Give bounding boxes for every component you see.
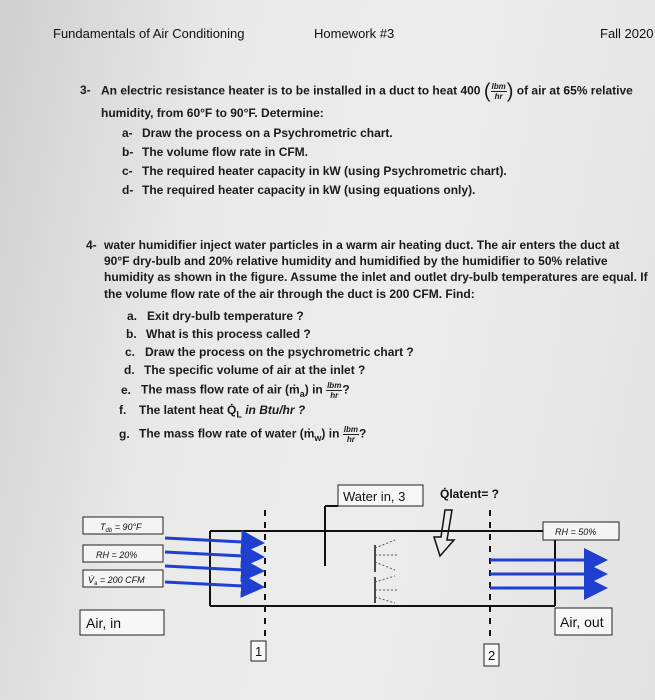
station-2-label: 2 (488, 648, 496, 663)
rh-out-label: RH = 50% (555, 527, 597, 537)
q4-item-e-text: The mass flow rate of air (ṁ (141, 382, 300, 397)
q4-g-unit-num: lbm (343, 425, 358, 434)
air-out-label: Air, out (560, 614, 604, 630)
station-1-label: 1 (255, 644, 263, 659)
water-in-label: Water in, 3 (343, 489, 406, 504)
q4-item-f-letter: f. (119, 403, 127, 417)
q4-item-g-after: ) in (321, 426, 340, 441)
q4-line-4: the volume flow rate of the air through the duct is 200 CFM. Find: (104, 287, 475, 301)
latent-heat-arrow-icon (434, 510, 454, 556)
q4-item-a-text: Exit dry-bulb temperature ? (147, 309, 304, 323)
spray-nozzles-icon (375, 540, 398, 603)
q4-item-f-text: The latent heat Q̇ (139, 403, 237, 417)
q4-item-d-letter: d. (124, 363, 135, 377)
q3-item-a-letter: a- (122, 126, 133, 140)
q4-item-g-q: ? (358, 426, 367, 441)
q4-e-unit-den: hr (330, 391, 339, 400)
rh-in-label: RH = 20% (96, 550, 138, 560)
q3-item-d-text: The required heater capacity in kW (using equations only). (142, 183, 476, 197)
q3-unit-den: hr (494, 92, 503, 101)
q4-item-g-text: The mass flow rate of water (ṁ (139, 426, 315, 441)
q3-item-c-text: The required heater capacity in kW (using Psychrometric chart). (142, 164, 507, 178)
q4-item-b-text: What is this process called ? (146, 327, 311, 341)
q4-item-e-q: ? (342, 382, 350, 397)
q4-line-1: water humidifier inject water particles in a warm air heating duct. The air enters the duct at (104, 238, 620, 252)
q4-item-g-letter: g. (119, 426, 130, 441)
q4-number: 4- (86, 238, 97, 252)
q3-line2: humidity, from 60°F to 90°F. Determine: (101, 106, 324, 120)
q4-item-d-text: The specific volume of air at the inlet ? (144, 363, 366, 377)
v-symbol: V̇ (88, 575, 95, 585)
v-sub: a (94, 581, 98, 587)
q4-item-c-text: Draw the process on the psychrometric chart ? (145, 345, 414, 359)
q4-item-a-letter: a. (127, 309, 138, 323)
tdb-sub: db (105, 528, 113, 534)
tdb-symbol: T (100, 522, 106, 532)
q3-line1: An electric resistance heater is to be installed in a duct to heat 400 ( $\frac{\text{lbm}}{hr}$ ) of air at 65% relative (101, 80, 633, 103)
tdb-value: = 90°F (112, 522, 142, 532)
air-in-label: Air, in (86, 615, 122, 631)
course-title: Fundamentals of Air Conditioning (53, 26, 245, 41)
homework-title: Homework #3 (314, 26, 395, 41)
q3-number: 3- (80, 83, 91, 97)
q4-item-e-letter: e. (121, 382, 132, 397)
term-label: Fall 2020 (600, 26, 654, 41)
q4-item-c-letter: c. (125, 345, 136, 359)
q3-item-a-text: Draw the process on a Psychrometric chart. (142, 126, 393, 140)
q4-item-f-sub: L (236, 409, 242, 420)
q3-line1-text-a: An electric resistance heater is to be installed in a duct to heat (101, 83, 458, 98)
v-value: = 200 CFM (97, 575, 145, 585)
q3-item-b-text: The volume flow rate in CFM. (142, 145, 309, 159)
q4-line-2: 90°F dry-bulb and 20% relative humidity and humidified by the humidifier to 50% relative (104, 254, 608, 268)
q3-unit-num: lbm (491, 82, 506, 91)
q4-item-b-letter: b. (126, 327, 137, 341)
q-latent-label: Q̇latent= ? (440, 487, 500, 501)
q4-item-f-after: in Btu/hr ? (245, 403, 306, 417)
q3-item-b-letter: b- (122, 145, 134, 159)
q4-g-unit-den: hr (346, 435, 355, 444)
q4-line-3: humidity as shown in the figure. Assume the inlet and outlet dry-bulb temperatures are equal. If (104, 270, 648, 284)
q4-e-unit-num: lbm (327, 381, 342, 390)
q4-item-e-sub: a (299, 389, 305, 400)
q3-flow-value: 400 (460, 83, 481, 98)
q3-item-c-letter: c- (122, 164, 133, 178)
q3-line1-text-b: of air at 65% relative (516, 83, 633, 98)
inlet-air-arrows (165, 538, 262, 587)
q3-item-d-letter: d- (122, 183, 134, 197)
q4-item-g-sub: w (314, 433, 322, 444)
q4-item-e-after: ) in (304, 382, 323, 397)
outlet-air-arrows (490, 560, 605, 588)
